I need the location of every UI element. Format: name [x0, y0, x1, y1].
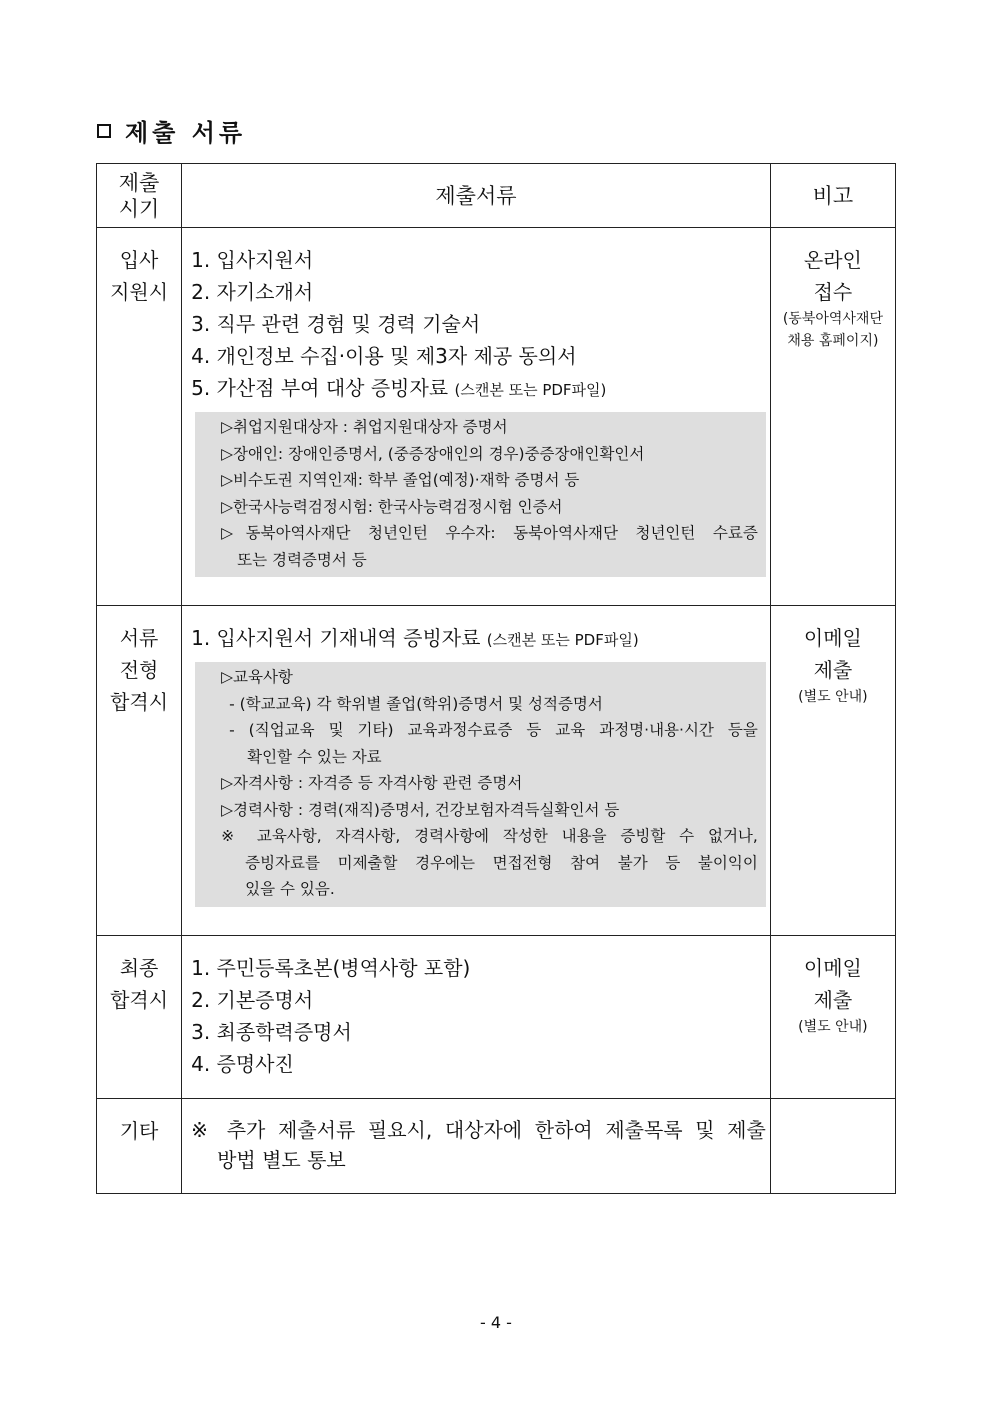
docs-cell [182, 1098, 771, 1193]
detail-line: 있을 수 있음. [245, 880, 335, 898]
detail-line: 증빙자료를 미제출할 경우에는 면접전형 참여 불가 등 불이익이 [245, 853, 758, 872]
docs-cell [182, 228, 771, 606]
header-time: 제출 시기 [97, 164, 182, 228]
note-cell [770, 1098, 895, 1193]
section-title-text: 제출 서류 [125, 118, 247, 147]
time-cell: 입사 지원시 [97, 228, 182, 606]
note-cell: 이메일 제출 (별도 안내) [770, 606, 895, 936]
note-cell: 이메일 제출 (별도 안내) [770, 935, 895, 1098]
page-number: - 4 - [480, 1313, 512, 1332]
doc-item: 3. 최종학력증명서 [191, 1019, 352, 1044]
table-row-etc [97, 1098, 896, 1193]
etc-note: ※ 추가 제출서류 필요시, 대상자에 한하여 제출목록 및 제출 방법 별도 통보 [191, 1117, 766, 1172]
detail-line: 또는 경력증명서 등 [237, 550, 367, 569]
table-row-document-screening [97, 606, 896, 936]
detail-line: ▷한국사능력검정시험: 한국사능력검정시험 인증서 [221, 497, 563, 516]
time-cell: 서류 전형 합격시 [97, 606, 182, 936]
detail-line: ▷자격사항 : 자격증 등 자격사항 관련 증명서 [221, 774, 523, 792]
doc-item: 1. 입사지원서 [191, 248, 314, 272]
detail-box [195, 662, 766, 907]
doc-item: 5. 가산점 부여 대상 증빙자료 (스캔본 또는 PDF파일) [191, 376, 607, 400]
detail-line: - (학교교육) 각 학위별 졸업(학위)증명서 및 성적증명서 [229, 694, 603, 713]
checkbox-bullet-icon [97, 124, 111, 138]
detail-line: - (직업교육 및 기타) 교육과정수료증 등 교육 과정명·내용·시간 등을 [229, 721, 758, 739]
header-docs: 제출서류 [182, 164, 771, 228]
detail-box [195, 412, 766, 577]
table-row-final-pass [97, 935, 896, 1098]
docs-cell [182, 606, 771, 936]
doc-item: 2. 자기소개서 [191, 280, 314, 304]
doc-item: 4. 개인정보 수집·이용 및 제3자 제공 동의서 [191, 344, 577, 368]
detail-line: ▷경력사항 : 경력(재직)증명서, 건강보험자격득실확인서 등 [221, 800, 620, 819]
header-note: 비고 [770, 164, 895, 228]
doc-item: 4. 증명사진 [191, 1051, 294, 1076]
detail-line: ▷동북아역사재단 청년인턴 우수자: 동북아역사재단 청년인턴 수료증 [221, 524, 758, 542]
detail-line: ※ 교육사항, 자격사항, 경력사항에 작성한 내용을 증빙할 수 없거나, [221, 827, 758, 845]
time-cell: 최종 합격시 [97, 935, 182, 1098]
doc-item: 1. 주민등록초본(병역사항 포함) [191, 955, 471, 980]
docs-cell [182, 935, 771, 1098]
doc-item: 1. 입사지원서 기재내역 증빙자료 (스캔본 또는 PDF파일) [191, 626, 639, 650]
detail-line: 확인할 수 있는 자료 [247, 747, 382, 766]
doc-item: 3. 직무 관련 경험 및 경력 기술서 [191, 312, 481, 336]
section-title [97, 113, 246, 148]
table-header-row [97, 164, 896, 228]
note-cell: 온라인 접수 (동북아역사재단 채용 홈페이지) [770, 228, 895, 606]
detail-line: ▷비수도권 지역인재: 학부 졸업(예정)·재학 증명서 등 [221, 471, 580, 489]
detail-line: ▷취업지원대상자 : 취업지원대상자 증명서 [221, 418, 508, 436]
submission-documents-table [96, 163, 896, 1194]
doc-item: 2. 기본증명서 [191, 987, 314, 1012]
detail-line: ▷교육사항 [221, 668, 293, 686]
table-row-application [97, 228, 896, 606]
time-cell: 기타 [97, 1098, 182, 1193]
detail-line: ▷장애인: 장애인증명서, (중증장애인의 경우)중증장애인확인서 [221, 444, 645, 463]
